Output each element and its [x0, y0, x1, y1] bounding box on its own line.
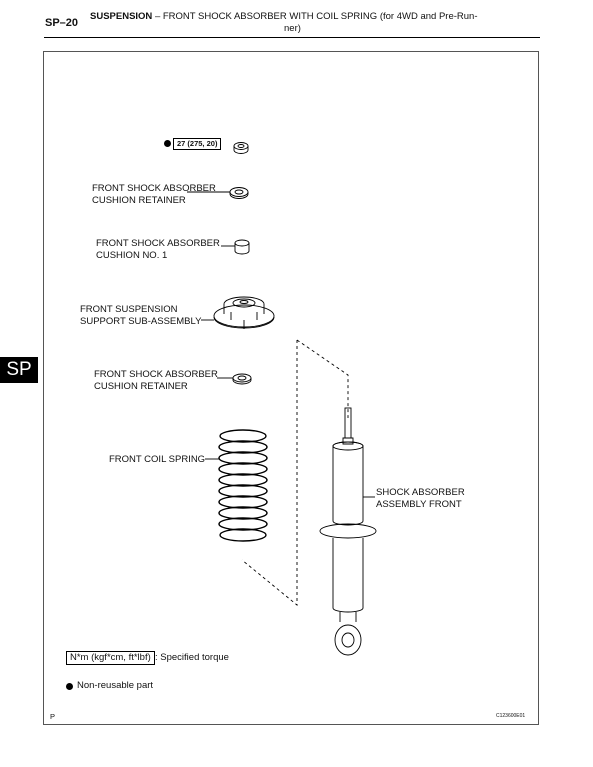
legend-dot-icon — [66, 683, 73, 690]
section-tab: SP — [0, 357, 38, 383]
legend-torque-desc: : Specified torque — [155, 652, 229, 663]
label-shock-line1: SHOCK ABSORBER — [376, 487, 465, 498]
label-shock-line2: ASSEMBLY FRONT — [376, 499, 462, 510]
label-shock — [376, 487, 465, 511]
coil-spring-icon — [219, 430, 267, 541]
page-code: SP–20 — [45, 17, 79, 29]
non-reusable-dot-icon — [164, 140, 171, 147]
title-separator: – — [154, 11, 161, 22]
label-cushion-line1: FRONT SHOCK ABSORBER — [96, 238, 220, 249]
label-retainer-lower-line1: FRONT SHOCK ABSORBER — [94, 369, 218, 380]
footer-page-letter: P — [50, 712, 56, 721]
cushion-icon — [235, 240, 249, 254]
label-coil-spring: FRONT COIL SPRING — [109, 454, 206, 465]
upper-retainer-icon — [230, 188, 248, 199]
label-retainer-upper-line2: CUSHION RETAINER — [92, 195, 186, 206]
title-line-1: FRONT SHOCK ABSORBER WITH COIL SPRING (for 4WD and Pre-Run- — [162, 11, 478, 22]
legend-non-reusable: Non-reusable part — [77, 680, 154, 691]
label-cushion — [96, 238, 220, 262]
label-support — [80, 304, 201, 328]
label-retainer-upper — [92, 183, 216, 207]
label-support-line1: FRONT SUSPENSION — [80, 304, 178, 315]
alignment-lines — [242, 340, 348, 605]
label-support-line2: SUPPORT SUB-ASSEMBLY — [80, 316, 202, 327]
support-icon — [214, 297, 274, 329]
lower-retainer-icon — [233, 374, 251, 384]
torque-spec: 27 (275, 20) — [173, 138, 221, 150]
section-name: SUSPENSION — [90, 11, 153, 22]
label-retainer-lower — [94, 369, 218, 393]
label-retainer-lower-line2: CUSHION RETAINER — [94, 381, 188, 392]
label-retainer-upper-line1: FRONT SHOCK ABSORBER — [92, 183, 216, 194]
legend-torque-units: N*m (kgf*cm, ft*lbf) — [66, 651, 155, 665]
footer-figure-code: C123600E01 — [496, 713, 526, 719]
label-cushion-line2: CUSHION NO. 1 — [96, 250, 168, 261]
nut-icon — [234, 143, 248, 154]
title-line-2: ner) — [284, 23, 301, 34]
shock-absorber-icon — [320, 408, 376, 655]
